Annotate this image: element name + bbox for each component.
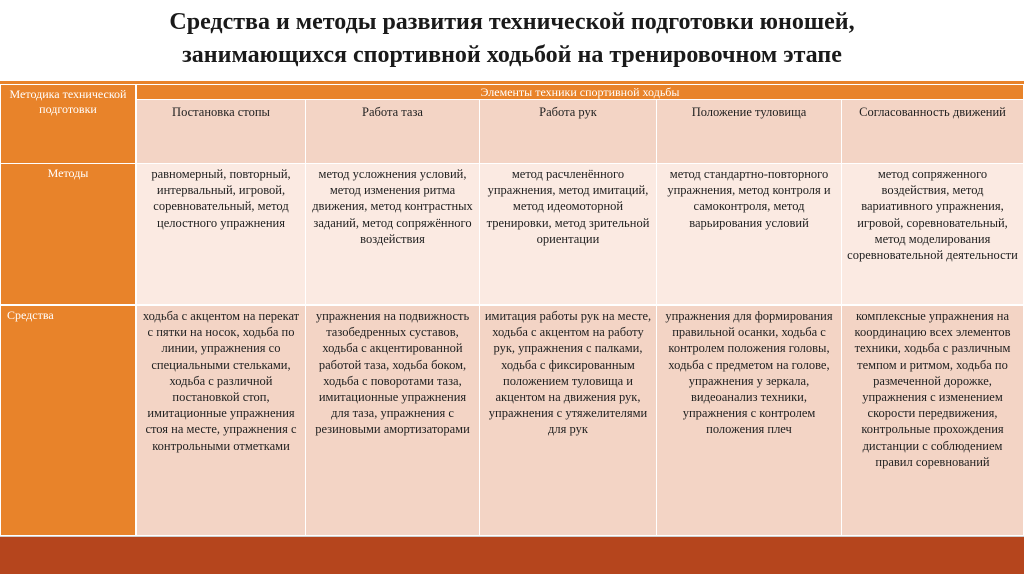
column-header-foot — [137, 100, 305, 163]
table-cell — [137, 164, 305, 304]
column-header-text: Положение туловища — [691, 105, 807, 119]
table-cell — [306, 306, 479, 535]
cell-text: метод расчленённого упражнения, метод имитаций, метод идеомоторной тренировки, метод зрительной ориентации — [486, 167, 650, 246]
footer-band — [0, 537, 1024, 574]
column-header-text: Работа рук — [539, 105, 597, 119]
table-cell — [480, 306, 656, 535]
cell-text: имитация работы рук на месте, ходьба с акцентом на работу рук, упражнения с палками, ходьба с фиксированным положением туловища и акцентом на движения рук, упражнения с утяжелителями для рук — [484, 309, 652, 437]
cell-text: равномерный, повторный, интервальный, игровой, соревновательный, метод целостного упражнения — [151, 167, 291, 230]
table-cell — [480, 164, 656, 304]
group-header-text: Элементы техники спортивной ходьбы — [480, 85, 680, 99]
table-cell — [842, 306, 1023, 535]
column-header-arms — [480, 100, 656, 163]
cell-text: метод стандартно-повторного упражнения, метод контроля и самоконтроля, метод варьирования условий — [667, 167, 831, 230]
slide-title — [0, 6, 1024, 72]
row-header-text: Методы — [47, 166, 89, 180]
slide-title-line-2: занимающихся спортивной ходьбой на тренировочном этапе — [182, 42, 842, 68]
cell-text: метод усложнения условий, метод изменения ритма движения, метод контрастных заданий, метод сопряжённого воздействия — [312, 167, 473, 246]
cell-text: ходьба с акцентом на перекат с пятки на носок, ходьба по линии, упражнения со специальными стельками, ходьба с различной постановкой стоп, имитационные упражнения стоя на месте, упражнения с контрольными отметками — [142, 309, 300, 453]
corner-header-text: Методика технической подготовки — [9, 87, 127, 116]
table-cell — [657, 164, 841, 304]
column-header-torso — [657, 100, 841, 163]
cell-text: упражнения для формирования правильной осанки, ходьба с контролем положения головы, ходьба с предметом на голове, упражнения у зеркала, видеоанализ техники, упражнения с контролем положения плеч — [665, 309, 833, 437]
methods-table — [0, 84, 1024, 536]
column-header-coordination — [842, 100, 1023, 163]
table-cell — [842, 164, 1023, 304]
column-header-pelvis — [306, 100, 479, 163]
column-header-text: Согласованность движений — [859, 105, 1006, 119]
row-header-methods — [1, 164, 135, 304]
cell-text: метод сопряженного воздействия, метод вариативного упражнения, игровой, соревновательный, метод моделирования соревновательной деятельности — [847, 167, 1018, 263]
table-cell — [306, 164, 479, 304]
slide-title-line-1: Средства и методы развития технической подготовки юношей, — [169, 9, 855, 35]
group-header — [137, 85, 1023, 99]
cell-text: упражнения на подвижность тазобедренных суставов, ходьба с акцентированной работой таза, ходьба боком, ходьба с поворотами таза, имитационные упражнения для таза, упражнения с резиновыми амортизаторами — [315, 309, 470, 437]
column-header-text: Работа таза — [362, 105, 423, 119]
column-header-text: Постановка стопы — [172, 105, 270, 119]
table-cell — [657, 306, 841, 535]
row-header-text: Средства — [7, 308, 54, 322]
table-cell — [137, 306, 305, 535]
cell-text: комплексные упражнения на координацию всех элементов техники, ходьба с различным темпом и ритмом, ходьба по размеченной дорожке, упражнения с изменением скорости передвижения, контрольные прохождения дистанции с соблюдением правил соревнований — [854, 309, 1011, 469]
row-header-means — [1, 306, 135, 535]
corner-header — [1, 85, 135, 163]
